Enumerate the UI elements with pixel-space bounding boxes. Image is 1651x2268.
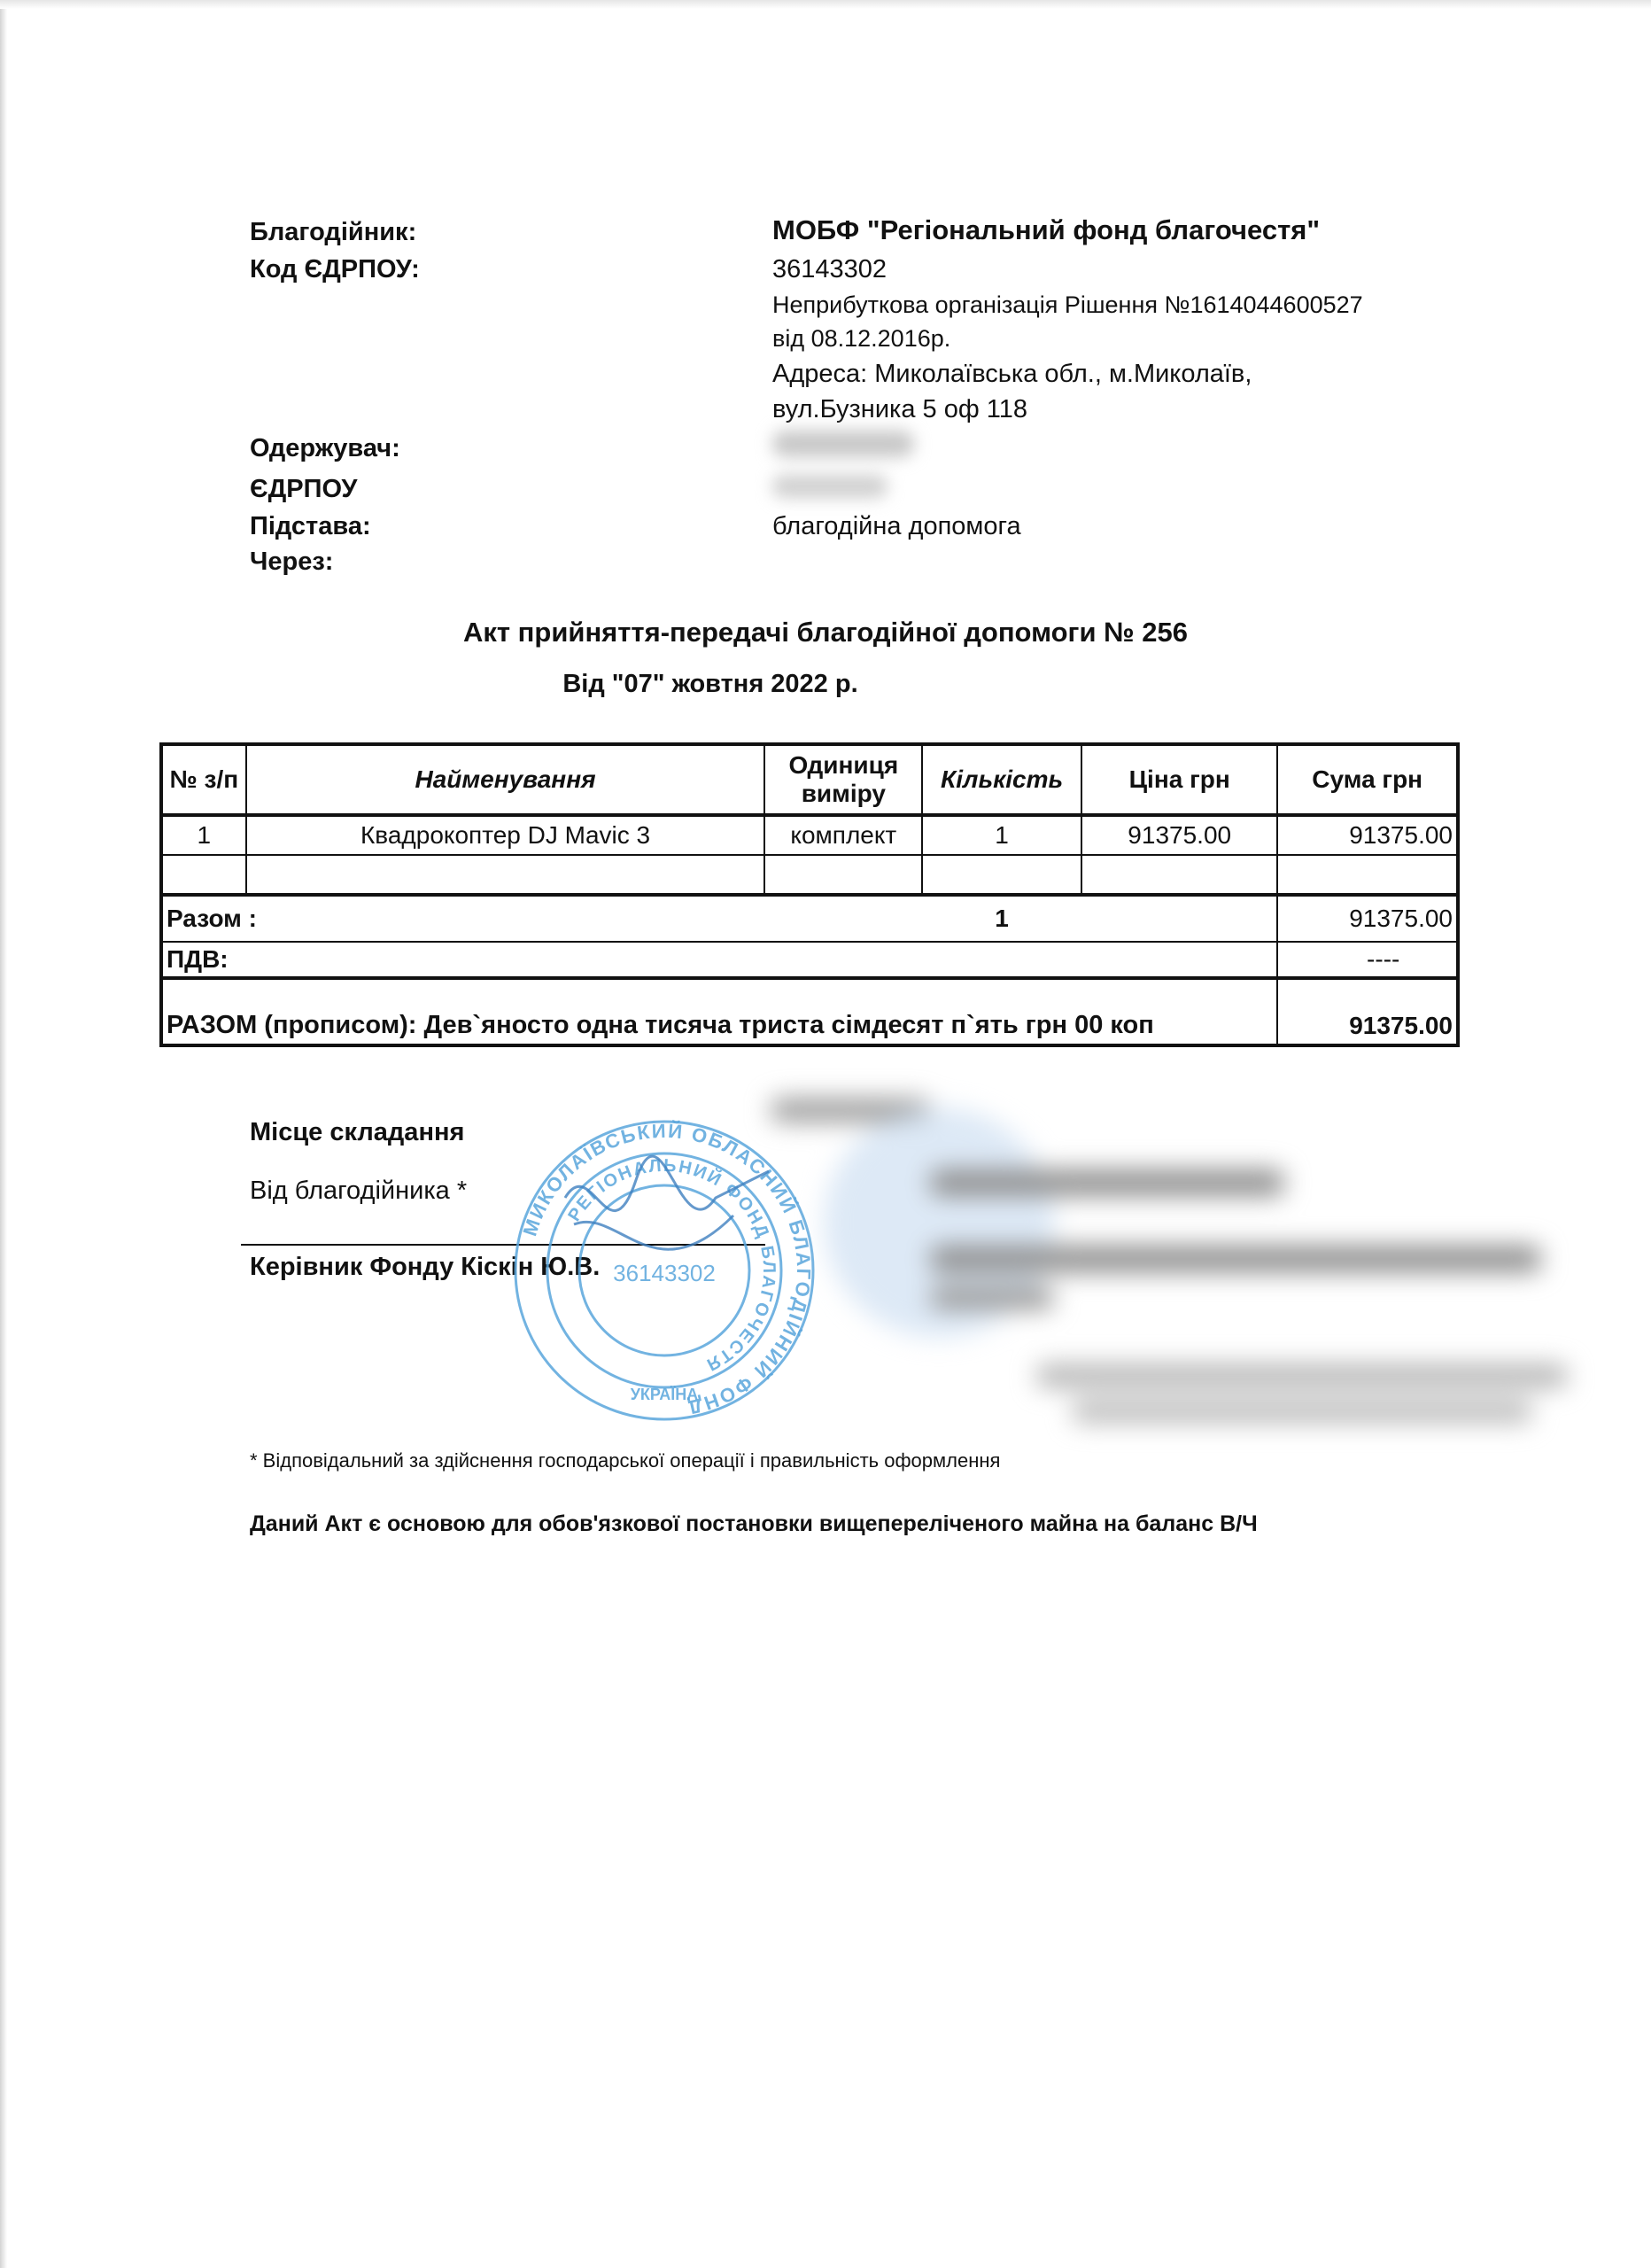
header-price: Ціна грн <box>1081 744 1277 815</box>
recipient-edrpou-label: ЄДРПОУ <box>250 475 358 503</box>
row-unit: комплект <box>764 815 922 855</box>
page-edge <box>0 0 7 2268</box>
header-unit: Одиниця виміру <box>764 744 922 815</box>
donor-value: МОБФ "Регіональний фонд благочестя" <box>772 214 1321 245</box>
row-qty: 1 <box>922 815 1081 855</box>
nonprofit-line2: від 08.12.2016р. <box>772 325 951 352</box>
place-label: Місце складання <box>250 1118 465 1146</box>
address-line2: вул.Бузника 5 оф 118 <box>772 395 1027 423</box>
header-sum: Сума грн <box>1277 744 1458 815</box>
nonprofit-line1: Неприбуткова організація Рішення №1614044600527 <box>772 291 1363 318</box>
header-qty: Кількість <box>922 744 1081 815</box>
recipient-label: Одержувач: <box>250 434 400 462</box>
words-label: РАЗОМ (прописом): Дев`яносто одна тисяча триста сімдесят п`ять грн 00 коп <box>161 978 1277 1045</box>
recipient-value-redacted <box>772 431 914 457</box>
act-title: Акт прийняття-передачі благодійної допомоги № 256 <box>462 617 1189 648</box>
via-label: Через: <box>250 548 334 576</box>
address-line1: Адреса: Миколаївська обл., м.Миколаїв, <box>772 360 1252 388</box>
header-name: Найменування <box>246 744 765 815</box>
edrpou-label: Код ЄДРПОУ: <box>250 255 420 284</box>
donor-label: Благодійник: <box>250 218 417 246</box>
basis-label: Підстава: <box>250 512 371 540</box>
words-row <box>161 978 1458 1045</box>
vat-value: ---- <box>1277 942 1458 978</box>
items-table <box>159 742 1460 1047</box>
recipient-edrpou-redacted <box>772 475 888 498</box>
head-signature: Керівник Фонду Кіскін Ю.В. <box>250 1253 601 1281</box>
row-name: Квадрокоптер DJ Mavic 3 <box>246 815 765 855</box>
vat-row <box>161 942 1458 978</box>
table-row-empty <box>161 855 1458 895</box>
act-date: Від "07" жовтня 2022 р. <box>562 670 858 698</box>
words-sum: 91375.00 <box>1277 978 1458 1045</box>
row-sum: 91375.00 <box>1277 815 1458 855</box>
basis-note: Даний Акт є основою для обов'язкової постановки вищепереліченого майна на баланс В/Ч <box>250 1511 1258 1536</box>
stamp-code: 36143302 <box>613 1260 716 1286</box>
stamp-inner-text: РЕГІОНАЛЬНИЙ ФОНД БЛАГОЧЕСТЯ <box>564 1155 779 1376</box>
stamp-outer-text: МИКОЛАЇВСЬКИЙ ОБЛАСНИЙ БЛАГОДІЙНИЙ ФОНД <box>518 1119 816 1419</box>
responsible-note: * Відповідальний за здійснення господарської операції і правильність оформлення <box>250 1449 1001 1472</box>
total-sum: 91375.00 <box>1277 895 1458 942</box>
redacted-recipient-block <box>771 1090 1594 1497</box>
total-row <box>161 895 1458 942</box>
stamp-country: УКРАЇНА <box>630 1386 699 1403</box>
total-qty: 1 <box>922 895 1081 942</box>
header-num: № з/п <box>161 744 246 815</box>
edrpou-value: 36143302 <box>772 255 888 284</box>
basis-value: благодійна допомога <box>772 512 1021 540</box>
row-price: 91375.00 <box>1081 815 1277 855</box>
from-donor-label: Від благодійника * <box>250 1177 468 1205</box>
table-row <box>161 815 1458 855</box>
row-num: 1 <box>161 815 246 855</box>
vat-label: ПДВ: <box>161 942 1277 978</box>
page-edge-top <box>0 0 1651 9</box>
total-label: Разом : <box>161 895 922 942</box>
